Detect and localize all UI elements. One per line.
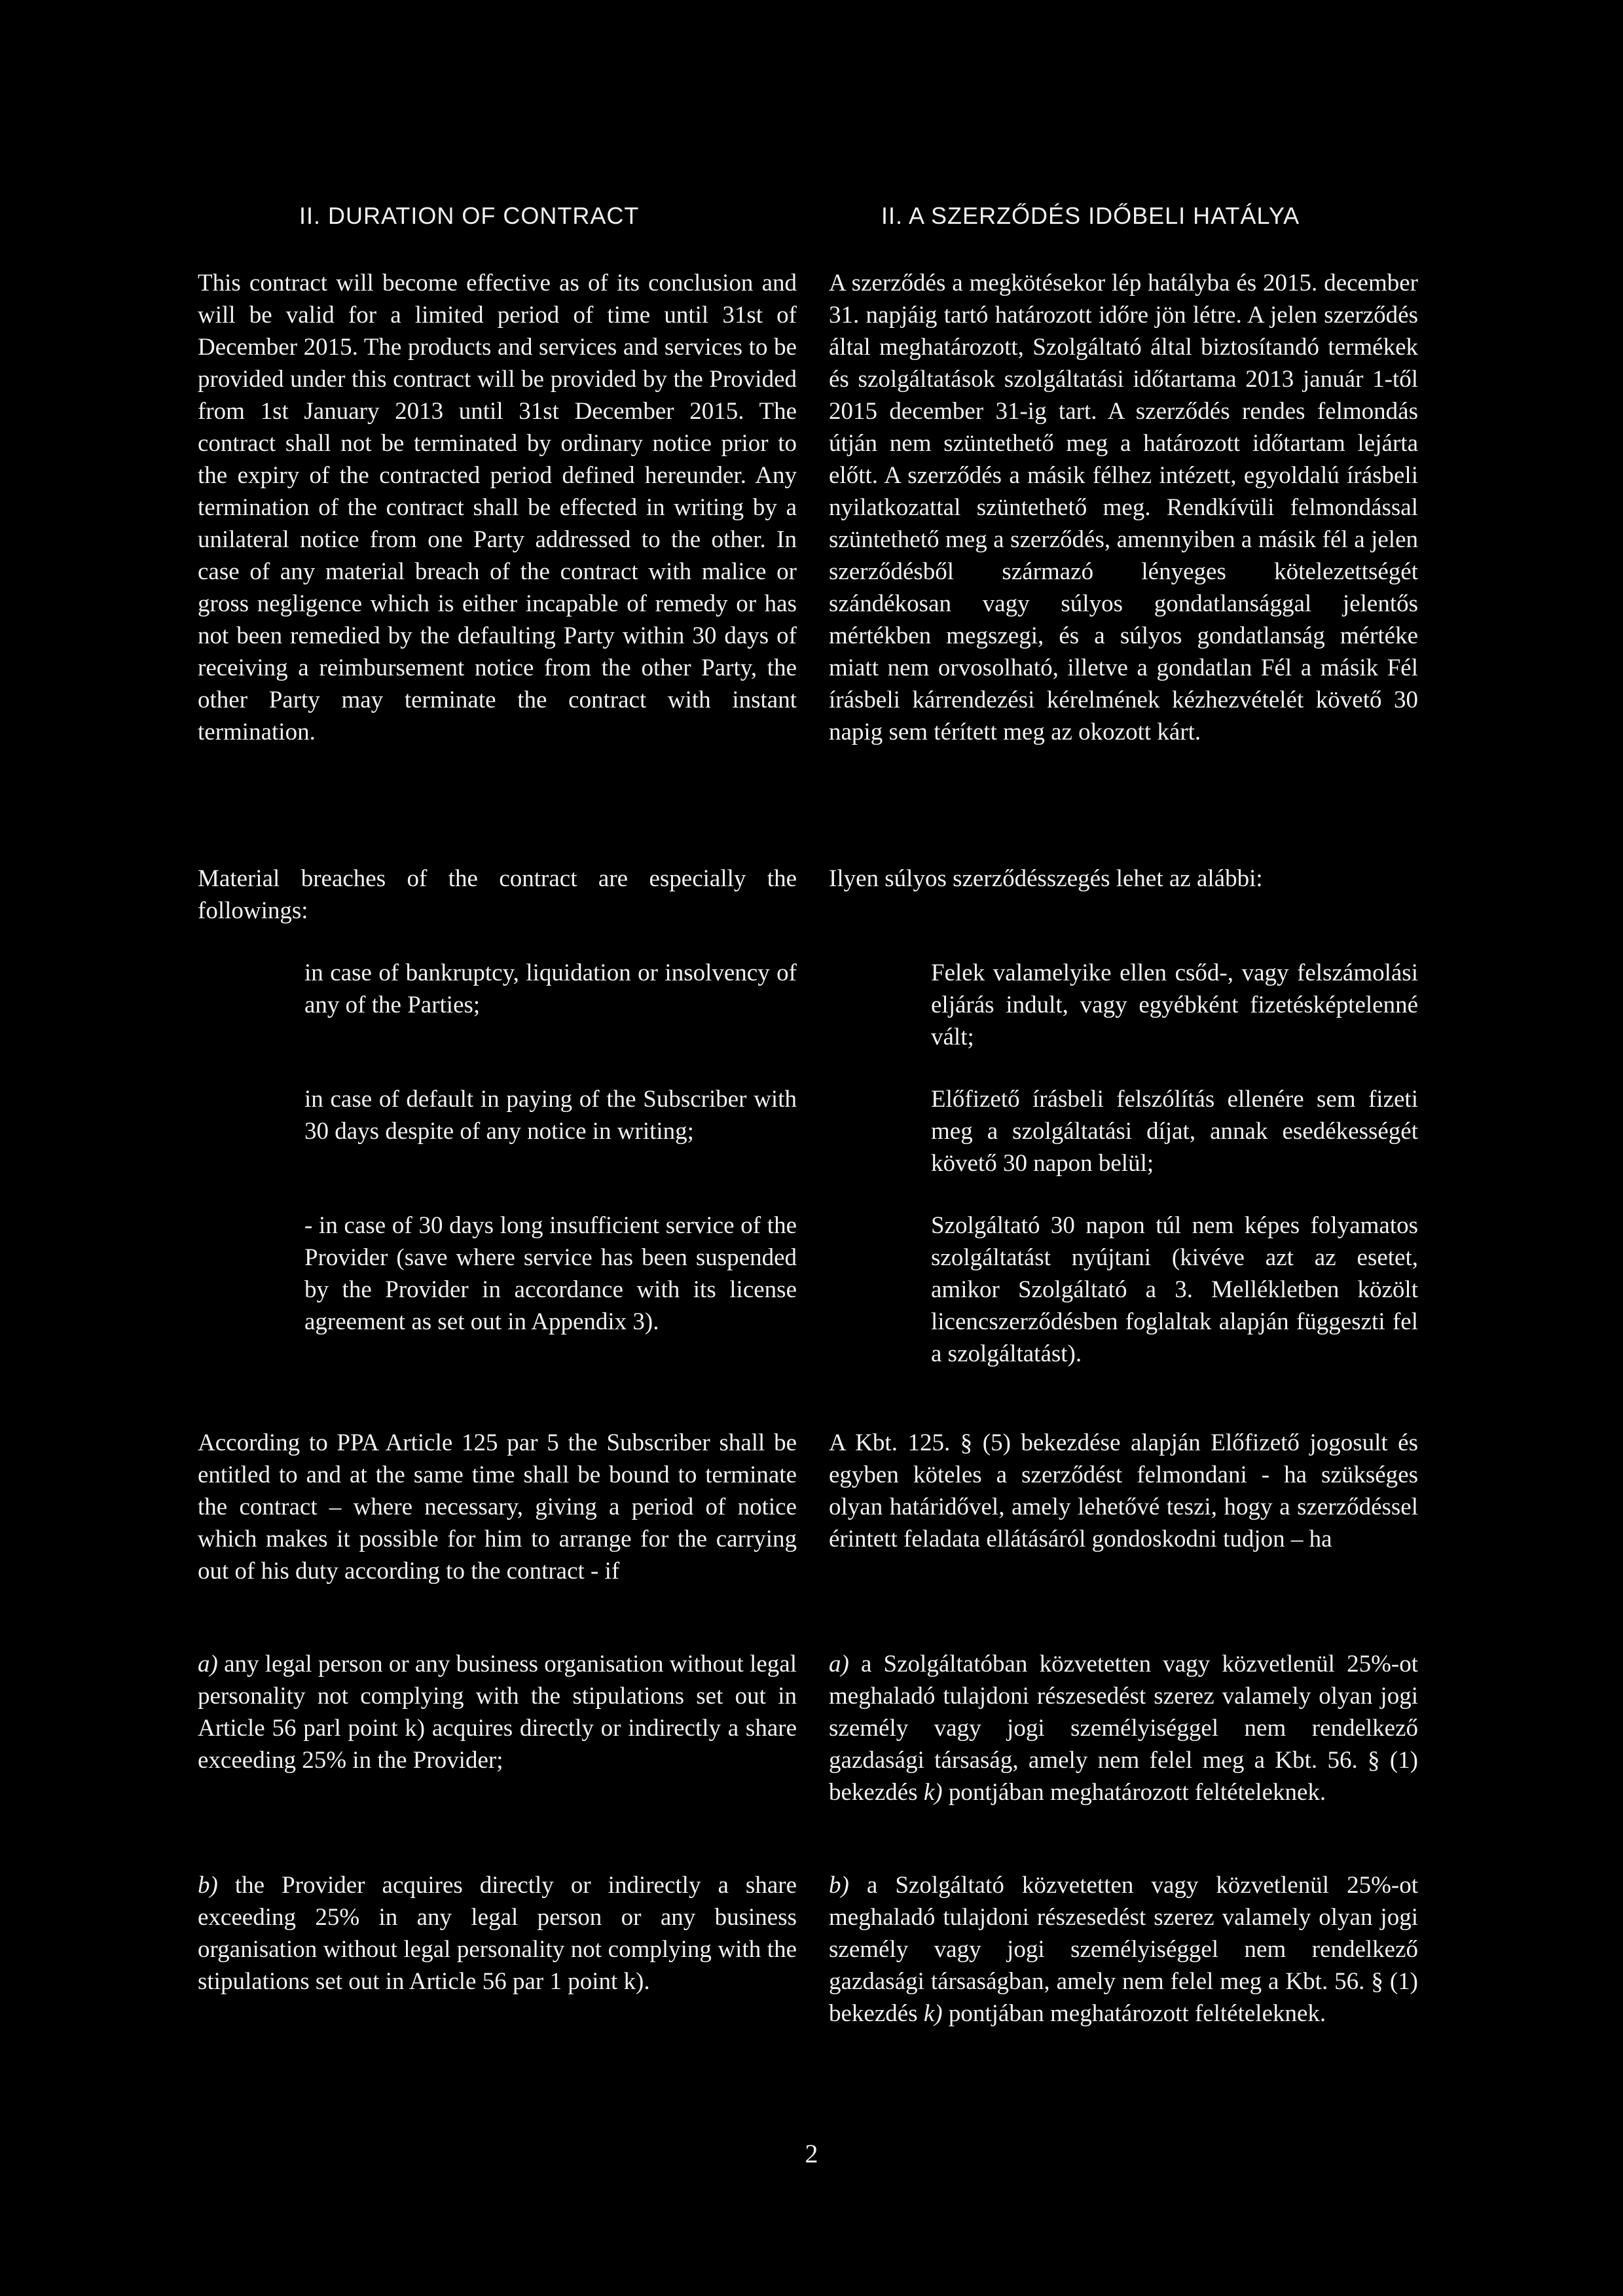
english-paragraph-duration: This contract will become effective as of its conclusion and will be valid for a limited period of time until 31st of December 2015. The products and services and services to be provided under this contract will be provided by the Provided from 1st January 2013 until 31st December 2015. The contract shall not be terminated by ordinary notice prior to the expiry of the contracted period defined hereunder. Any termination of the contract shall be effected in writing by a unilateral notice from one Party addressed to the other. In case of any material breach of the contract with malice or gross negligence which is either incapable of remedy or has not been remedied by the defaulting Party within 30 days of receiving a reimbursement notice from the other Party, the other Party may terminate the contract with instant termination.: [198, 270, 797, 745]
english-list-item-insufficient-service: - in case of 30 days long insufficient service of the Provider (save where service has been suspended by the Provider in accordance with its license agreement as set out in Appendix 3).: [304, 1212, 797, 1335]
hungarian-clause-b-label: b): [829, 1872, 849, 1899]
hungarian-clause-a: [829, 1648, 1418, 1808]
english-clause-a-label: a): [198, 1651, 218, 1677]
english-list-item-default-payment: in case of default in paying of the Subscriber with 30 days despite of any notice in writing;: [304, 1086, 797, 1145]
english-paragraph-ppa-article: According to PPA Article 125 par 5 the Subscriber shall be entitled to and at the same time shall be bound to terminate the contract – where necessary, giving a period of notice which makes it possible for him to arrange for the carrying out of his duty according to the contract - if: [198, 1429, 797, 1585]
english-clause-b-text: the Provider acquires directly or indirectly a share exceeding 25% in any legal person or any business organisation without legal personality not complying with the stipulations set out in Article 56 par 1 point k).: [198, 1872, 797, 1995]
hungarian-clause-a-label: a): [829, 1651, 849, 1677]
hungarian-clause-b-tail: pontjában meghatározott feltételeknek.: [942, 2000, 1326, 2027]
hungarian-clause-b: [829, 1869, 1418, 2030]
page-number: 2: [805, 2139, 818, 2168]
english-clause-b: [198, 1869, 797, 1998]
hungarian-paragraph-material-breaches: Ilyen súlyos szerződésszegés lehet az alábbi:: [829, 865, 1263, 892]
hungarian-paragraph-duration: A szerződés a megkötésekor lép hatályba és 2015. december 31. napjáig tartó határozott időre jön létre. A jelen szerződés által meghatározott, Szolgáltató által biztosítandó termékek és szolgáltatások szolgáltatási időtartama 2013 január 1-től 2015 december 31-ig tart. A szerződés rendes felmondás útján nem szüntethető meg a határozott időtartam lejárta előtt. A szerződés a másik félhez intézett, egyoldalú írásbeli nyilatkozattal szüntethető meg. Rendkívüli felmondással szüntethető meg a szerződés, amennyiben a másik fél a jelen szerződésből származó lényeges kötelezettségét szándékosan vagy súlyos gondatlansággal jelentős mértékben megszegi, és a súlyos gondatlanság mértéke miatt nem orvosolható, illetve a gondatlan Fél a másik Fél írásbeli kárrendezési kérelmének kézhezvételét követő 30 napig sem térített meg az okozott kárt.: [829, 270, 1418, 745]
english-heading: II. DURATION OF CONTRACT: [299, 202, 640, 229]
english-clause-a: [198, 1648, 797, 1776]
hungarian-clause-a-tail: pontjában meghatározott feltételeknek.: [942, 1779, 1326, 1806]
english-clause-b-label: b): [198, 1872, 218, 1899]
hungarian-heading: II. A SZERZŐDÉS IDŐBELI HATÁLYA: [881, 202, 1300, 229]
hungarian-clause-b-text: a Szolgáltató közvetetten vagy közvetlenül 25%-ot meghaladó tulajdoni részesedést szerez valamely olyan jogi személy vagy jogi személyiséggel nem rendelkező gazdasági társaságban, amely nem felel meg a Kbt. 56. § (1) bekezdés: [829, 1872, 1418, 2027]
english-list-item-bankruptcy: in case of bankruptcy, liquidation or insolvency of any of the Parties;: [304, 960, 797, 1018]
english-clause-a-text: any legal person or any business organisation without legal personality not complying with the stipulations set out in Article 56 parl point k) acquires directly or indirectly a share exceeding 25% in the Provider;: [198, 1651, 797, 1774]
english-paragraph-material-breaches: Material breaches of the contract are especially the followings:: [198, 865, 797, 924]
hungarian-paragraph-kbt-article: A Kbt. 125. § (5) bekezdése alapján Előfizető jogosult és egyben köteles a szerződést felmondani - ha szükséges olyan határidővel, amely lehetővé teszi, hogy a szerződéssel érintett feladata ellátásáról gondoskodni tudjon – ha: [829, 1429, 1418, 1552]
hungarian-clause-a-text: a Szolgáltatóban közvetetten vagy közvetlenül 25%-ot meghaladó tulajdoni részesedést szerez valamely olyan jogi személy vagy jogi személyiséggel nem rendelkező gazdasági társaság, amely nem felel meg a Kbt. 56. § (1) bekezdés: [829, 1651, 1418, 1806]
hungarian-list-item-insufficient-service: Szolgáltató 30 napon túl nem képes folyamatos szolgáltatást nyújtani (kivéve azt az esetet, amikor Szolgáltató a 3. Mellékletben közölt licencszerződésben foglaltak alapján függeszti fel a szolgáltatást).: [931, 1212, 1418, 1367]
hungarian-clause-a-point: k): [923, 1779, 943, 1806]
hungarian-list-item-default-payment: Előfizető írásbeli felszólítás ellenére sem fizeti meg a szolgáltatási díjat, annak esedékességét követő 30 napon belül;: [931, 1086, 1418, 1177]
hungarian-clause-b-point: k): [923, 2000, 943, 2027]
hungarian-list-item-bankruptcy: Felek valamelyike ellen csőd-, vagy felszámolási eljárás indult, vagy egyébként fizetésképtelenné vált;: [931, 960, 1418, 1050]
